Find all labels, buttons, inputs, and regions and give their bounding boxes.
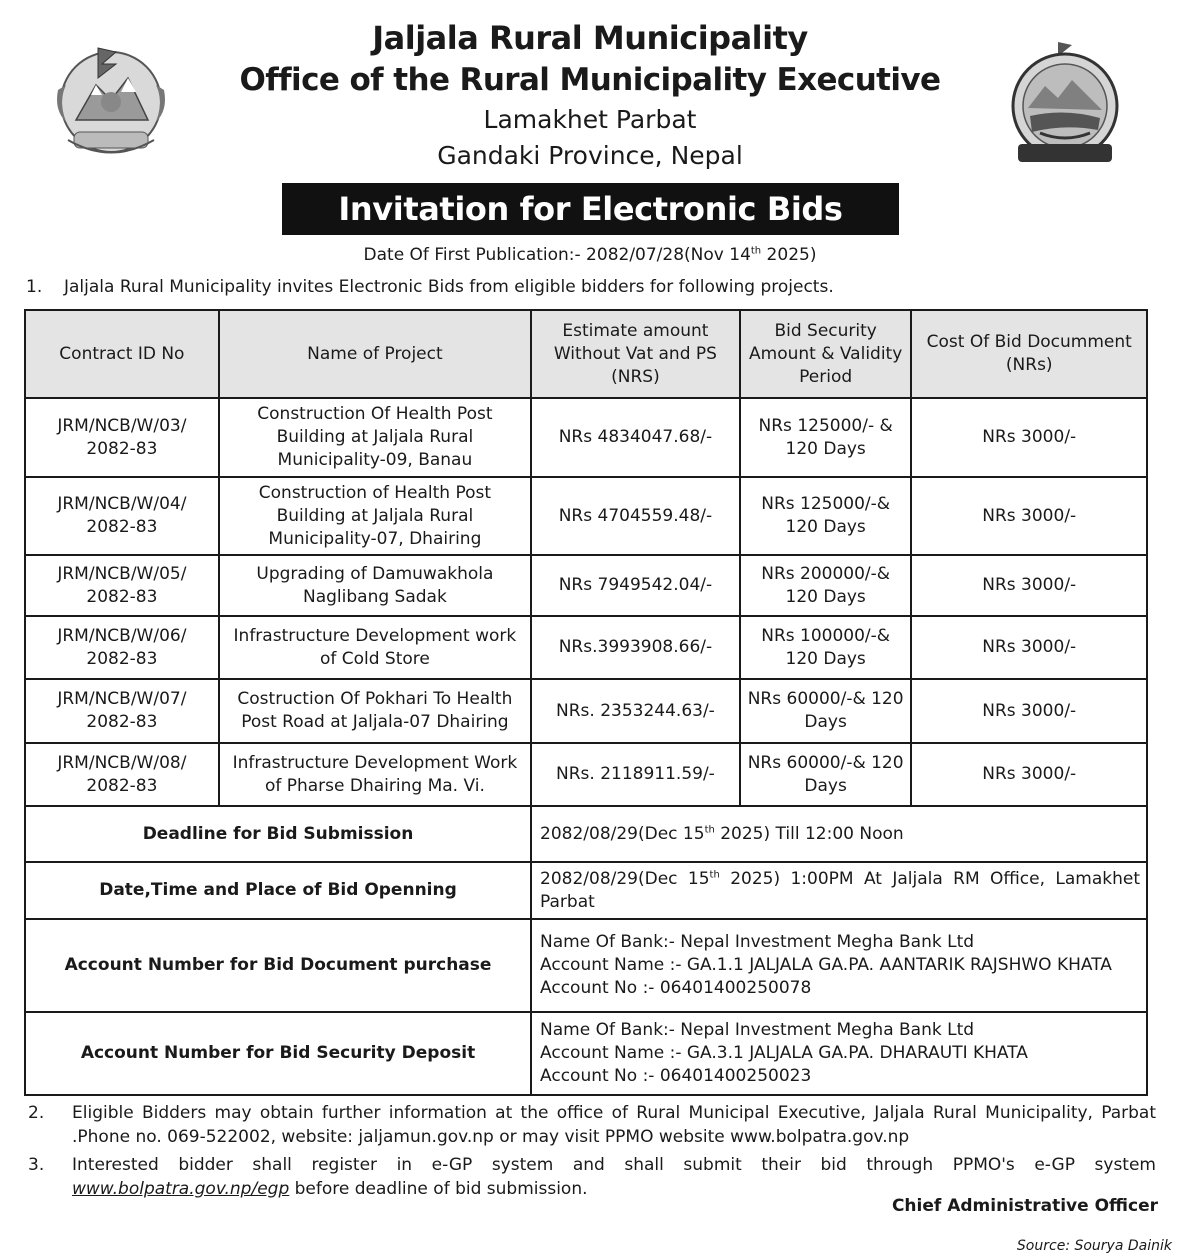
header	[200, 18, 980, 174]
estimate-amount: NRs. 2353244.63/-	[531, 679, 740, 743]
intro-text: Jaljala Rural Municipality invites Electronic Bids from eligible bidders for following projects.	[64, 277, 834, 297]
document-cost: NRs 3000/-	[911, 555, 1147, 616]
deadline-value: 2082/08/29(Dec 15th 2025) Till 12:00 Noon	[531, 806, 1147, 862]
bid-security: NRs 60000/-& 120 Days	[740, 743, 912, 806]
contract-id: JRM/NCB/W/03/ 2082-83	[25, 398, 219, 477]
security-account-row	[25, 1012, 1147, 1095]
contract-id: JRM/NCB/W/08/ 2082-83	[25, 743, 219, 806]
project-name: Upgrading of Damuwakhola Naglibang Sadak	[219, 555, 531, 616]
estimate-amount: NRs 4834047.68/-	[531, 398, 740, 477]
table-row	[25, 477, 1147, 555]
estimate-amount: NRs.3993908.66/-	[531, 616, 740, 679]
estimate-amount: NRs. 2118911.59/-	[531, 743, 740, 806]
bid-security: NRs 100000/-& 120 Days	[740, 616, 912, 679]
deadline-label: Deadline for Bid Submission	[25, 806, 531, 862]
contract-id: JRM/NCB/W/06/ 2082-83	[25, 616, 219, 679]
account-number: Account No :- 06401400250078	[540, 978, 812, 998]
bids-table	[24, 309, 1148, 1096]
opening-value: 2082/08/29(Dec 15th 2025) 1:00PM At Jaljala RM Office, Lamakhet Parbat	[531, 862, 1147, 919]
contract-id: JRM/NCB/W/07/ 2082-83	[25, 679, 219, 743]
document-account-label: Account Number for Bid Document purchase	[25, 919, 531, 1012]
bank-name: Name Of Bank:- Nepal Investment Megha Bank Ltd	[540, 932, 975, 952]
document-cost: NRs 3000/-	[911, 477, 1147, 555]
document-cost: NRs 3000/-	[911, 679, 1147, 743]
table-row	[25, 555, 1147, 616]
bid-security: NRs 125000/- & 120 Days	[740, 398, 912, 477]
bid-security: NRs 60000/-& 120 Days	[740, 679, 912, 743]
table-row	[25, 743, 1147, 806]
banner-title: Invitation for Electronic Bids	[282, 183, 899, 235]
paragraph-number: 3.	[28, 1155, 45, 1175]
project-name: Construction Of Health Post Building at Jaljala Rural Municipality-09, Banau	[219, 398, 531, 477]
header-estimate: Estimate amount Without Vat and PS (NRS)	[531, 310, 740, 398]
project-name: Infrastructure Development Work of Pharse Dhairing Ma. Vi.	[219, 743, 531, 806]
contract-id: JRM/NCB/W/05/ 2082-83	[25, 555, 219, 616]
bank-name: Name Of Bank:- Nepal Investment Megha Bank Ltd	[540, 1020, 975, 1040]
paragraph-number: 2.	[28, 1103, 45, 1123]
document-account-details	[531, 919, 1147, 1012]
account-name: Account Name :- GA.3.1 JALJALA GA.PA. DHARAUTI KHATA	[540, 1043, 1028, 1063]
table-header-row	[25, 310, 1147, 398]
municipality-name: Jaljala Rural Municipality	[372, 19, 808, 57]
project-name: Costruction Of Pokhari To Health Post Road at Jaljala-07 Dhairing	[219, 679, 531, 743]
paragraph-number: 1.	[26, 277, 43, 297]
account-name: Account Name :- GA.1.1 JALJALA GA.PA. AANTARIK RAJSHWO KHATA	[540, 955, 1112, 975]
table-row	[25, 616, 1147, 679]
municipality-logo-icon	[990, 38, 1140, 168]
opening-row	[25, 862, 1147, 919]
header-contract-id: Contract ID No	[25, 310, 219, 398]
source-credit: Source: Sourya Dainik	[1016, 1238, 1172, 1254]
opening-label: Date,Time and Place of Bid Openning	[25, 862, 531, 919]
security-account-details	[531, 1012, 1147, 1095]
account-number: Account No :- 06401400250023	[540, 1066, 812, 1086]
project-name: Infrastructure Development work of Cold Store	[219, 616, 531, 679]
info-paragraph	[28, 1101, 1158, 1151]
publication-date: Date Of First Publication:- 2082/07/28(Nov 14th 2025)	[363, 245, 817, 265]
address-line-2: Gandaki Province, Nepal	[437, 141, 743, 170]
address-line-1: Lamakhet Parbat	[483, 105, 697, 134]
document-cost: NRs 3000/-	[911, 616, 1147, 679]
security-account-label: Account Number for Bid Security Deposit	[25, 1012, 531, 1095]
document-cost: NRs 3000/-	[911, 743, 1147, 806]
document-account-row	[25, 919, 1147, 1012]
bid-security: NRs 200000/-& 120 Days	[740, 555, 912, 616]
header-project: Name of Project	[219, 310, 531, 398]
deadline-row	[25, 806, 1147, 862]
info-text: Eligible Bidders may obtain further information at the office of Rural Municipal Executive, Jaljala Rural Municipality, Parbat .Phone no. 069-522002, website: jaljamun.gov.np or may visit PPMO website www.bolpatra.gov.np	[72, 1103, 1156, 1147]
table-row	[25, 398, 1147, 477]
signature-title: Chief Administrative Officer	[891, 1196, 1158, 1216]
estimate-amount: NRs 7949542.04/-	[531, 555, 740, 616]
estimate-amount: NRs 4704559.48/-	[531, 477, 740, 555]
header-cost: Cost Of Bid Documment (NRs)	[911, 310, 1147, 398]
egp-link[interactable]: www.bolpatra.gov.np/egp	[72, 1179, 290, 1199]
header-security: Bid Security Amount & Validity Period	[740, 310, 912, 398]
table-row	[25, 679, 1147, 743]
office-name: Office of the Rural Municipality Executive	[239, 62, 941, 98]
contract-id: JRM/NCB/W/04/ 2082-83	[25, 477, 219, 555]
registration-text: Interested bidder shall register in e-GP system and shall submit their bid through PPMO's e-GP system www.bolpatra.gov.np/egp before deadline of bid submission.	[72, 1155, 1156, 1199]
project-name: Construction of Health Post Building at Jaljala Rural Municipality-07, Dhairing	[219, 477, 531, 555]
nepal-emblem-icon	[36, 40, 186, 165]
document-cost: NRs 3000/-	[911, 398, 1147, 477]
bid-security: NRs 125000/-& 120 Days	[740, 477, 912, 555]
